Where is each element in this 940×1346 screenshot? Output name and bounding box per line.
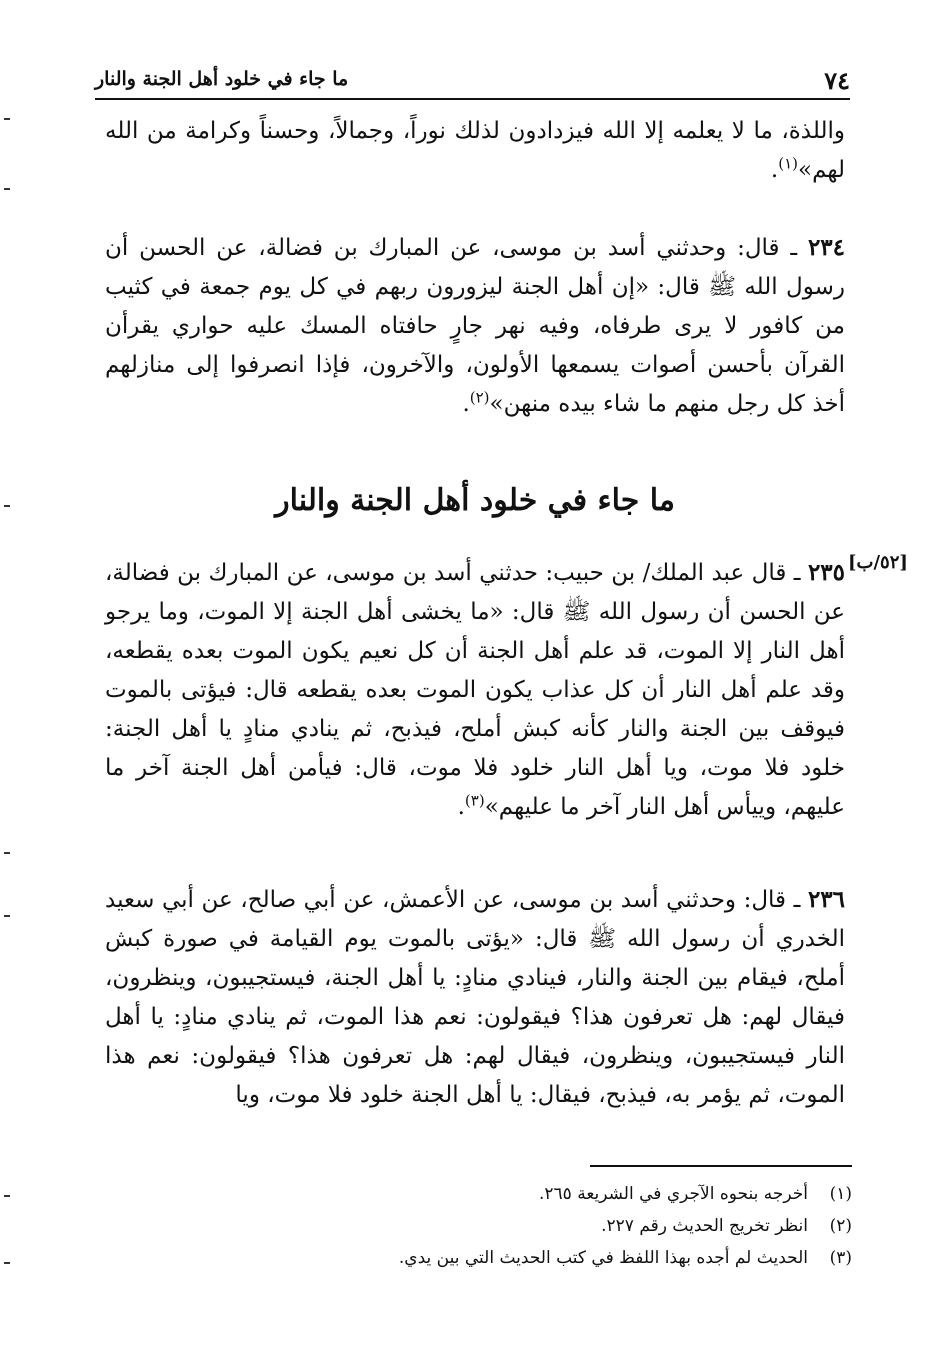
hadith-234-tail: . <box>462 391 470 417</box>
hadith-235-tail: . <box>457 794 465 820</box>
footnote-text: الحديث لم أجده بهذا اللفظ في كتب الحديث التي بين يدي. <box>398 1248 808 1268</box>
footnote-ref-3: (٣) <box>464 791 485 810</box>
footnote <box>300 1178 852 1210</box>
hadith-235-paragraph <box>105 553 845 827</box>
page-header <box>95 60 850 100</box>
running-title: ما جاء في خلود أهل الجنة والنار <box>95 68 349 90</box>
hadith-number-234: ٢٣٤ <box>807 234 845 261</box>
footnote-ref-2: (٢) <box>469 388 490 407</box>
header-rule <box>95 98 850 100</box>
scan-edge-mark <box>4 1262 10 1264</box>
hadith-236-text: ـ قال: وحدثني أسد بن موسى، عن الأعمش، عن أبي صالح، عن أبي سعيد الخدري أن رسول الله ﷺ قال: «يؤتى بالموت يوم القيامة في صورة كبش أملح، فيقام بين الجنة والنار، فينادي منادٍ: يا أهل الجنة، فيستجيبون، وينظرون، فيقال لهم: هل تعرفون هذا؟ فيقولون: نعم هذا الموت، ثم ينادي منادٍ: يا أهل النار فيستجيبون، وينظرون، فيقال لهم: هل تعرفون هذا؟ فيقولون: نعم هذا الموت، ثم يؤمر به، فيذبح، فيقال: يا أهل الجنة خلود فلا موت، ويا <box>105 887 845 1108</box>
footnotes <box>300 1178 852 1274</box>
footnote-ref-1: (١) <box>778 154 798 173</box>
footnote-marker: (٢) <box>829 1216 852 1236</box>
footnote-text: انظر تخريج الحديث رقم ٢٢٧. <box>601 1216 808 1236</box>
hadith-number-235: ٢٣٥ <box>807 559 845 586</box>
footnote-rule <box>590 1165 852 1167</box>
hadith-number-236: ٢٣٦ <box>807 886 845 913</box>
hadith-235-text: ـ قال عبد الملك/ بن حبيب: حدثني أسد بن موسى، عن المبارك بن فضالة، عن الحسن أن رسول الله ﷺ قال: «ما يخشى أهل الجنة إلا الموت، وما يرجو أهل النار إلا الموت، قد علم أهل الجنة أن كل نعيم يكون الموت بعده يقطعه، وقد علم أهل النار أن كل عذاب يكون الموت بعده يقطعه قال: فيؤتى بالموت فيوقف بين الجنة والنار كأنه كبش أملح، فيذبح، ثم ينادي منادٍ يا أهل الجنة: خلود فلا موت، ويا أهل النار خلود فلا موت، قال: فيأمن أهل الجنة آخر ما عليهم، وييأس أهل النار آخر ما عليهم» <box>105 560 845 820</box>
footnote <box>300 1242 852 1274</box>
continuation-tail: . <box>770 157 779 183</box>
hadith-234-text: ـ قال: وحدثني أسد بن موسى، عن المبارك بن فضالة، عن الحسن أن رسول الله ﷺ قال: «إن أهل الجنة ليزورون ربهم في كل يوم جمعة في كثيب من كافور لا يرى طرفاه، وفيه نهر جارٍ حافتاه المسك عليه حواري يقرأن القرآن بأحسن أصوات يسمعها الأولون، والآخرون، فإذا انصرفوا إلى منازلهم أخذ كل رجل منهم ما شاء بيده منهن» <box>105 235 845 417</box>
footnote-text: أخرجه بنحوه الآجري في الشريعة ٢٦٥. <box>539 1184 808 1204</box>
scan-edge-mark <box>4 852 10 854</box>
scan-edge-mark <box>4 188 10 190</box>
footnote-marker: (٣) <box>829 1248 852 1268</box>
hadith-234-paragraph <box>105 228 845 424</box>
scan-edge-mark <box>4 1195 10 1197</box>
continuation-text: واللذة، ما لا يعلمه إلا الله فيزدادون لذلك نوراً، وجمالاً، وحسناً وكرامة من الله لهم» <box>105 118 845 183</box>
footnote-marker: (١) <box>829 1184 852 1204</box>
page-number: ٧٤ <box>824 66 850 95</box>
manuscript-folio-marker: [٥٢/ب] <box>848 552 908 573</box>
hadith-236-paragraph <box>105 880 845 1115</box>
scan-edge-mark <box>4 118 10 120</box>
section-heading: ما جاء في خلود أهل الجنة والنار <box>275 483 675 518</box>
continuation-paragraph <box>105 112 845 190</box>
scan-edge-mark <box>4 915 10 917</box>
footnote <box>300 1210 852 1242</box>
scan-edge-mark <box>4 505 10 507</box>
